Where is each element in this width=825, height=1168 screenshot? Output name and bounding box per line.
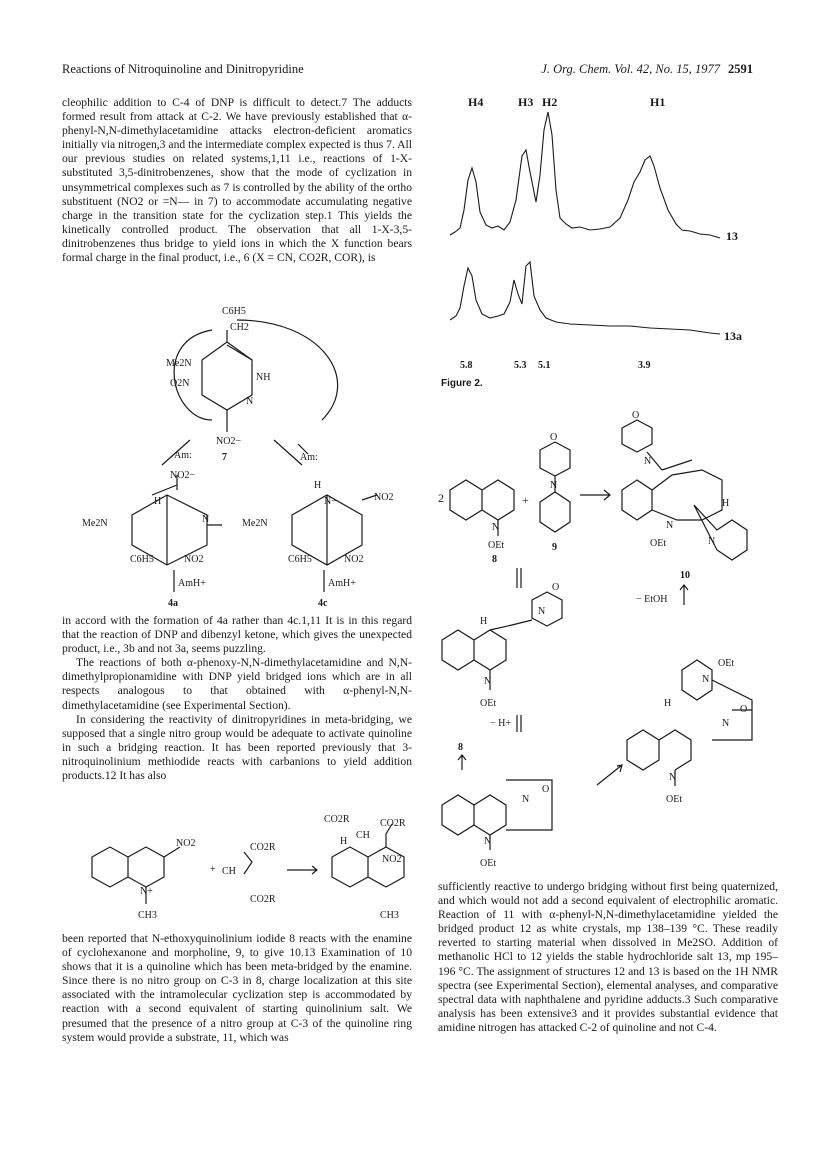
label-n-8: N [492,522,500,533]
label-o-int: O [552,582,560,593]
label-no2-4a-bottom: NO2 [184,554,204,565]
label-oet-int: OEt [480,698,497,709]
label-oet-product-upper: OEt [718,658,735,669]
label-c6h5-4c: C6H5 [288,554,312,565]
left-paragraph-1: cleophilic addition to C-4 of DNP is difficult to detect.7 The adducts formed result from attack at C-2. We have previously established that α-phenyl-N,N-dimethylacetamidine attacks electron-deficient aromatics initially via nitrogen,3 and the intermediate complex expected is thus 7. All our previous studies on related systems,1,11 i.e., reactions of 1-X-substituted 3,5-dinitrobenzenes, show that the mode of cyclization in unsymmetrical complexes such as 7 is controlled by the ability of the ortho substituent (NO2 or =N— in 7) to accommodate accumulating negative charge in the transition state for the cyclization step.1 This yields the kinetically controlled product. The observation that all 1-X-3,5-dinitrobenzenes thus bridge to yield ions in which the X function bears formal charge in the final product, i.e., 6 (X = CN, CO2R, COR), is [62,96,412,265]
label-n-product-upper: N [702,674,710,685]
label-ch2: CH2 [230,322,249,333]
label-oet-10: OEt [650,538,667,549]
label-h-product: H [340,836,348,847]
label-c6h5-top: C6H5 [222,306,246,317]
label-n-int: N [538,606,546,617]
label-h-int: H [480,616,488,627]
label-compound-4a: 4a [168,598,178,609]
nmr-spectra-figure [440,90,770,375]
label-c6h5-4a: C6H5 [130,554,154,565]
label-o-10: O [632,410,640,421]
label-n-10-top: N [644,456,652,467]
label-n-lower: N [522,794,530,805]
figure-2-caption: Figure 2. [441,378,483,389]
label-o-product: O [740,704,748,715]
label-amh-right: AmH+ [328,578,356,589]
label-n-10: N [666,520,674,531]
label-compound-9: 9 [552,542,557,553]
label-n-9: N [550,480,558,491]
label-nh: NH [256,372,271,383]
journal-name: J. Org. Chem. Vol. 42, No. 15, 1977 [541,62,720,76]
label-coefficient-2: 2 [438,491,444,505]
label-no2-4a: NO2− [170,470,196,481]
label-nplus-reactant: N+ [140,886,153,897]
label-am-right: Am: [300,452,318,463]
label-am-left: Am: [174,450,192,461]
peak-label-h1: H1 [650,95,666,109]
label-compound-4c: 4c [318,598,328,609]
journal-citation [541,62,753,77]
label-n-4a: N [202,514,210,525]
label-oet-lower: OEt [480,858,497,869]
label-nminus-4c: N− [324,496,337,507]
label-h-4a: H [154,496,162,507]
label-o-lower: O [542,784,550,795]
label-h-product: H [664,698,672,709]
label-co2r-product-b: CO2R [380,818,406,829]
scheme-dnp-bridging [62,300,412,610]
label-minus-h: − H+ [490,718,512,729]
label-plus: + [210,864,216,875]
label-n-int-ring: N [484,676,492,687]
label-h-10: H [722,498,730,509]
label-o2n: O2N [170,378,190,389]
label-oet-8: OEt [488,540,505,551]
left-paragraph-3: The reactions of both α-phenoxy-N,N-dimethylacetamidine and N,N-dimethylpropionamidine with DNP yield bridged ions which are in all respects analogous to that obtained with α-phenyl-N,N-dimethylacetamidine (see Experimental Section). [62,656,412,712]
trace-label-13a: 13a [724,329,742,343]
left-paragraph-4: In considering the reactivity of dinitropyridines in meta-bridging, we supposed that a single nitro group would be adequate to activate quinoline in such a bridging reaction. It has been reported previously that 3-nitroquinolinium methiodide reacts with carbanions to yield addition products.12 It has also [62,712,412,783]
left-paragraph-5: been reported that N-ethoxyquinolinium iodide 8 reacts with the enamine of cyclohexanone and morpholine, 9, to give 10.13 Examination of 10 shows that it is a quinoline which has been meta-bridged by the enamine. Since there is no nitro group on C-3 in 8, charge localization at this site associated with the intramolecular cyclization step is accommodated by reaction with a second equivalent of starting quinolinium salt. We presumed that the presence of a nitro group at C-3 of the quinoline ring system would provide a substrate, 11, which was [62,932,412,1044]
label-amh-left: AmH+ [178,578,206,589]
label-me2n: Me2N [166,358,192,369]
label-no2-4c-bottom: NO2 [344,554,364,565]
label-n-product-morpholine: N [722,718,730,729]
trace-label-13: 13 [726,229,738,243]
shift-label-1: 5.8 [460,360,473,371]
right-paragraph-1: sufficiently reactive to undergo bridging without first being quaternized, and which would not add a second equivalent of electrophilic aromatic. Reaction of 11 with α-phenyl-N,N-dimethylacetamidine yielded the bridged product 12 as white crystals, mp 138–139 °C. These readily reverted to starting material when dissolved in Me2SO. Addition of methanolic HCl to 12 yields the stable hydrochloride salt 13, mp 195–196 °C. The assignment of structures 12 and 13 is based on the 1H NMR spectra (see Experimental Section), elemental analyses, and comparative spectral data with naphthalene and pyridine adducts.3 Such comparative analysis has been extensive3 and it provides substantial evidence that amidine nitrogen has attacked C-2 of quinoline and not C-4. [438,880,778,1034]
label-compound-7: 7 [222,452,227,463]
label-ch-minus: CH [222,866,236,877]
shift-label-4: 3.9 [638,360,651,371]
label-no2-4c: NO2 [374,492,394,503]
label-compound-8: 8 [492,554,497,565]
label-me2n-4a: Me2N [82,518,108,529]
label-co2r-lower: CO2R [250,894,276,905]
peak-label-h4: H4 [468,95,484,109]
label-h-4c: H [314,480,322,491]
label-o-9: O [550,432,558,443]
label-co2r-product-a: CO2R [324,814,350,825]
label-oet-product: OEt [666,794,683,805]
label-no2-reactant: NO2 [176,838,196,849]
label-compound-10: 10 [680,570,690,581]
label-co2r-upper: CO2R [250,842,276,853]
spectrum-trace-13 [450,112,720,238]
label-n-product: N [669,772,677,783]
label-no2-product: NO2 [382,854,402,865]
label-plus-scheme3: + [522,493,529,507]
shift-label-2: 5.3 [514,360,527,371]
scheme-nitroquinolinium-addition [62,812,412,930]
label-no2-7: NO2− [216,436,242,447]
page-number: 2591 [728,62,753,76]
spectrum-trace-13a [450,262,720,334]
shift-label-3: 5.1 [538,360,551,371]
label-n-ring: N [246,396,254,407]
label-compound-8-lower: 8 [458,742,463,753]
left-paragraph-2: in accord with the formation of 4a rather than 4c.1,11 It is in this regard that the reaction of DNP and dibenzyl ketone, which gives the unexpected product, i.e., 3b and not 3a, seems puzzling. [62,614,412,656]
label-n-10-quinoline: N [708,536,716,547]
left-paragraphs-2-4 [62,614,412,783]
peak-label-h2: H2 [542,95,558,109]
label-me2n-4c: Me2N [242,518,268,529]
running-title: Reactions of Nitroquinoline and Dinitropyridine [62,62,304,76]
peak-label-h3: H3 [518,95,534,109]
scheme-quinolinium-enamine [422,410,782,872]
label-n-lower-ring: N [484,836,492,847]
label-ch3-product: CH3 [380,910,399,921]
label-ch-product: CH [356,830,370,841]
label-ch3-reactant: CH3 [138,910,157,921]
label-minus-etoh: − EtOH [636,594,668,605]
